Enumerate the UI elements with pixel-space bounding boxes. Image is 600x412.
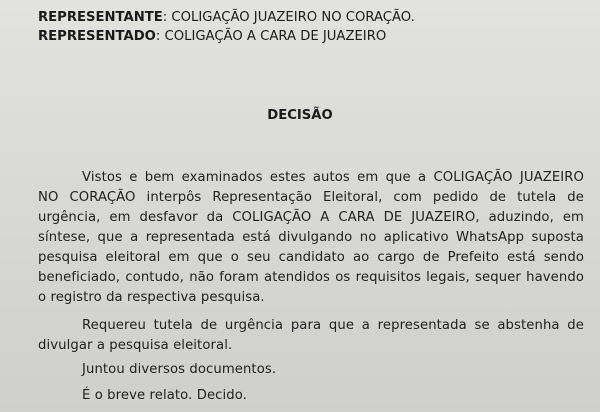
paragraph1-line-5: pesquisa eleitoral em que o seu candidato ao cargo de Prefeito está sendo <box>38 250 584 265</box>
representado-line <box>38 29 386 44</box>
paragraph1-line-3: urgência, em desfavor da COLIGAÇÃO A CARA DE JUAZEIRO, aduzindo, em <box>38 210 584 225</box>
representante-label: REPRESENTANTE <box>38 10 163 25</box>
representado-value: : COLIGAÇÃO A CARA DE JUAZEIRO <box>155 29 387 44</box>
bleed-through-text <box>120 60 124 74</box>
representante-line <box>38 10 415 25</box>
paragraph1-line-4: síntese, que a representada está divulgando no aplicativo WhatsApp suposta <box>38 230 584 245</box>
representante-value: : COLIGAÇÃO JUAZEIRO NO CORAÇÃO. <box>162 10 415 25</box>
paragraph1-line-2: NO CORAÇÃO interpôs Representação Eleitoral, com pedido de tutela de <box>38 190 584 205</box>
paragraph2-line-1: Requereu tutela de urgência para que a representada se abstenha de <box>82 318 584 333</box>
representado-label: REPRESENTADO <box>38 29 156 44</box>
paragraph3: Juntou diversos documentos. <box>82 362 277 377</box>
paragraph4: É o breve relato. Decido. <box>82 388 247 403</box>
paragraph2-line-2: divulgar a pesquisa eleitoral. <box>38 338 233 353</box>
paragraph1-line-1: Vistos e bem examinados estes autos em que a COLIGAÇÃO JUAZEIRO <box>82 170 584 185</box>
paragraph1-line-6: beneficiado, contudo, não foram atendidos os requisitos legais, sequer havendo <box>38 270 584 285</box>
paragraph1-line-7: o registro da respectiva pesquisa. <box>38 290 265 305</box>
decision-title: DECISÃO <box>267 108 333 123</box>
